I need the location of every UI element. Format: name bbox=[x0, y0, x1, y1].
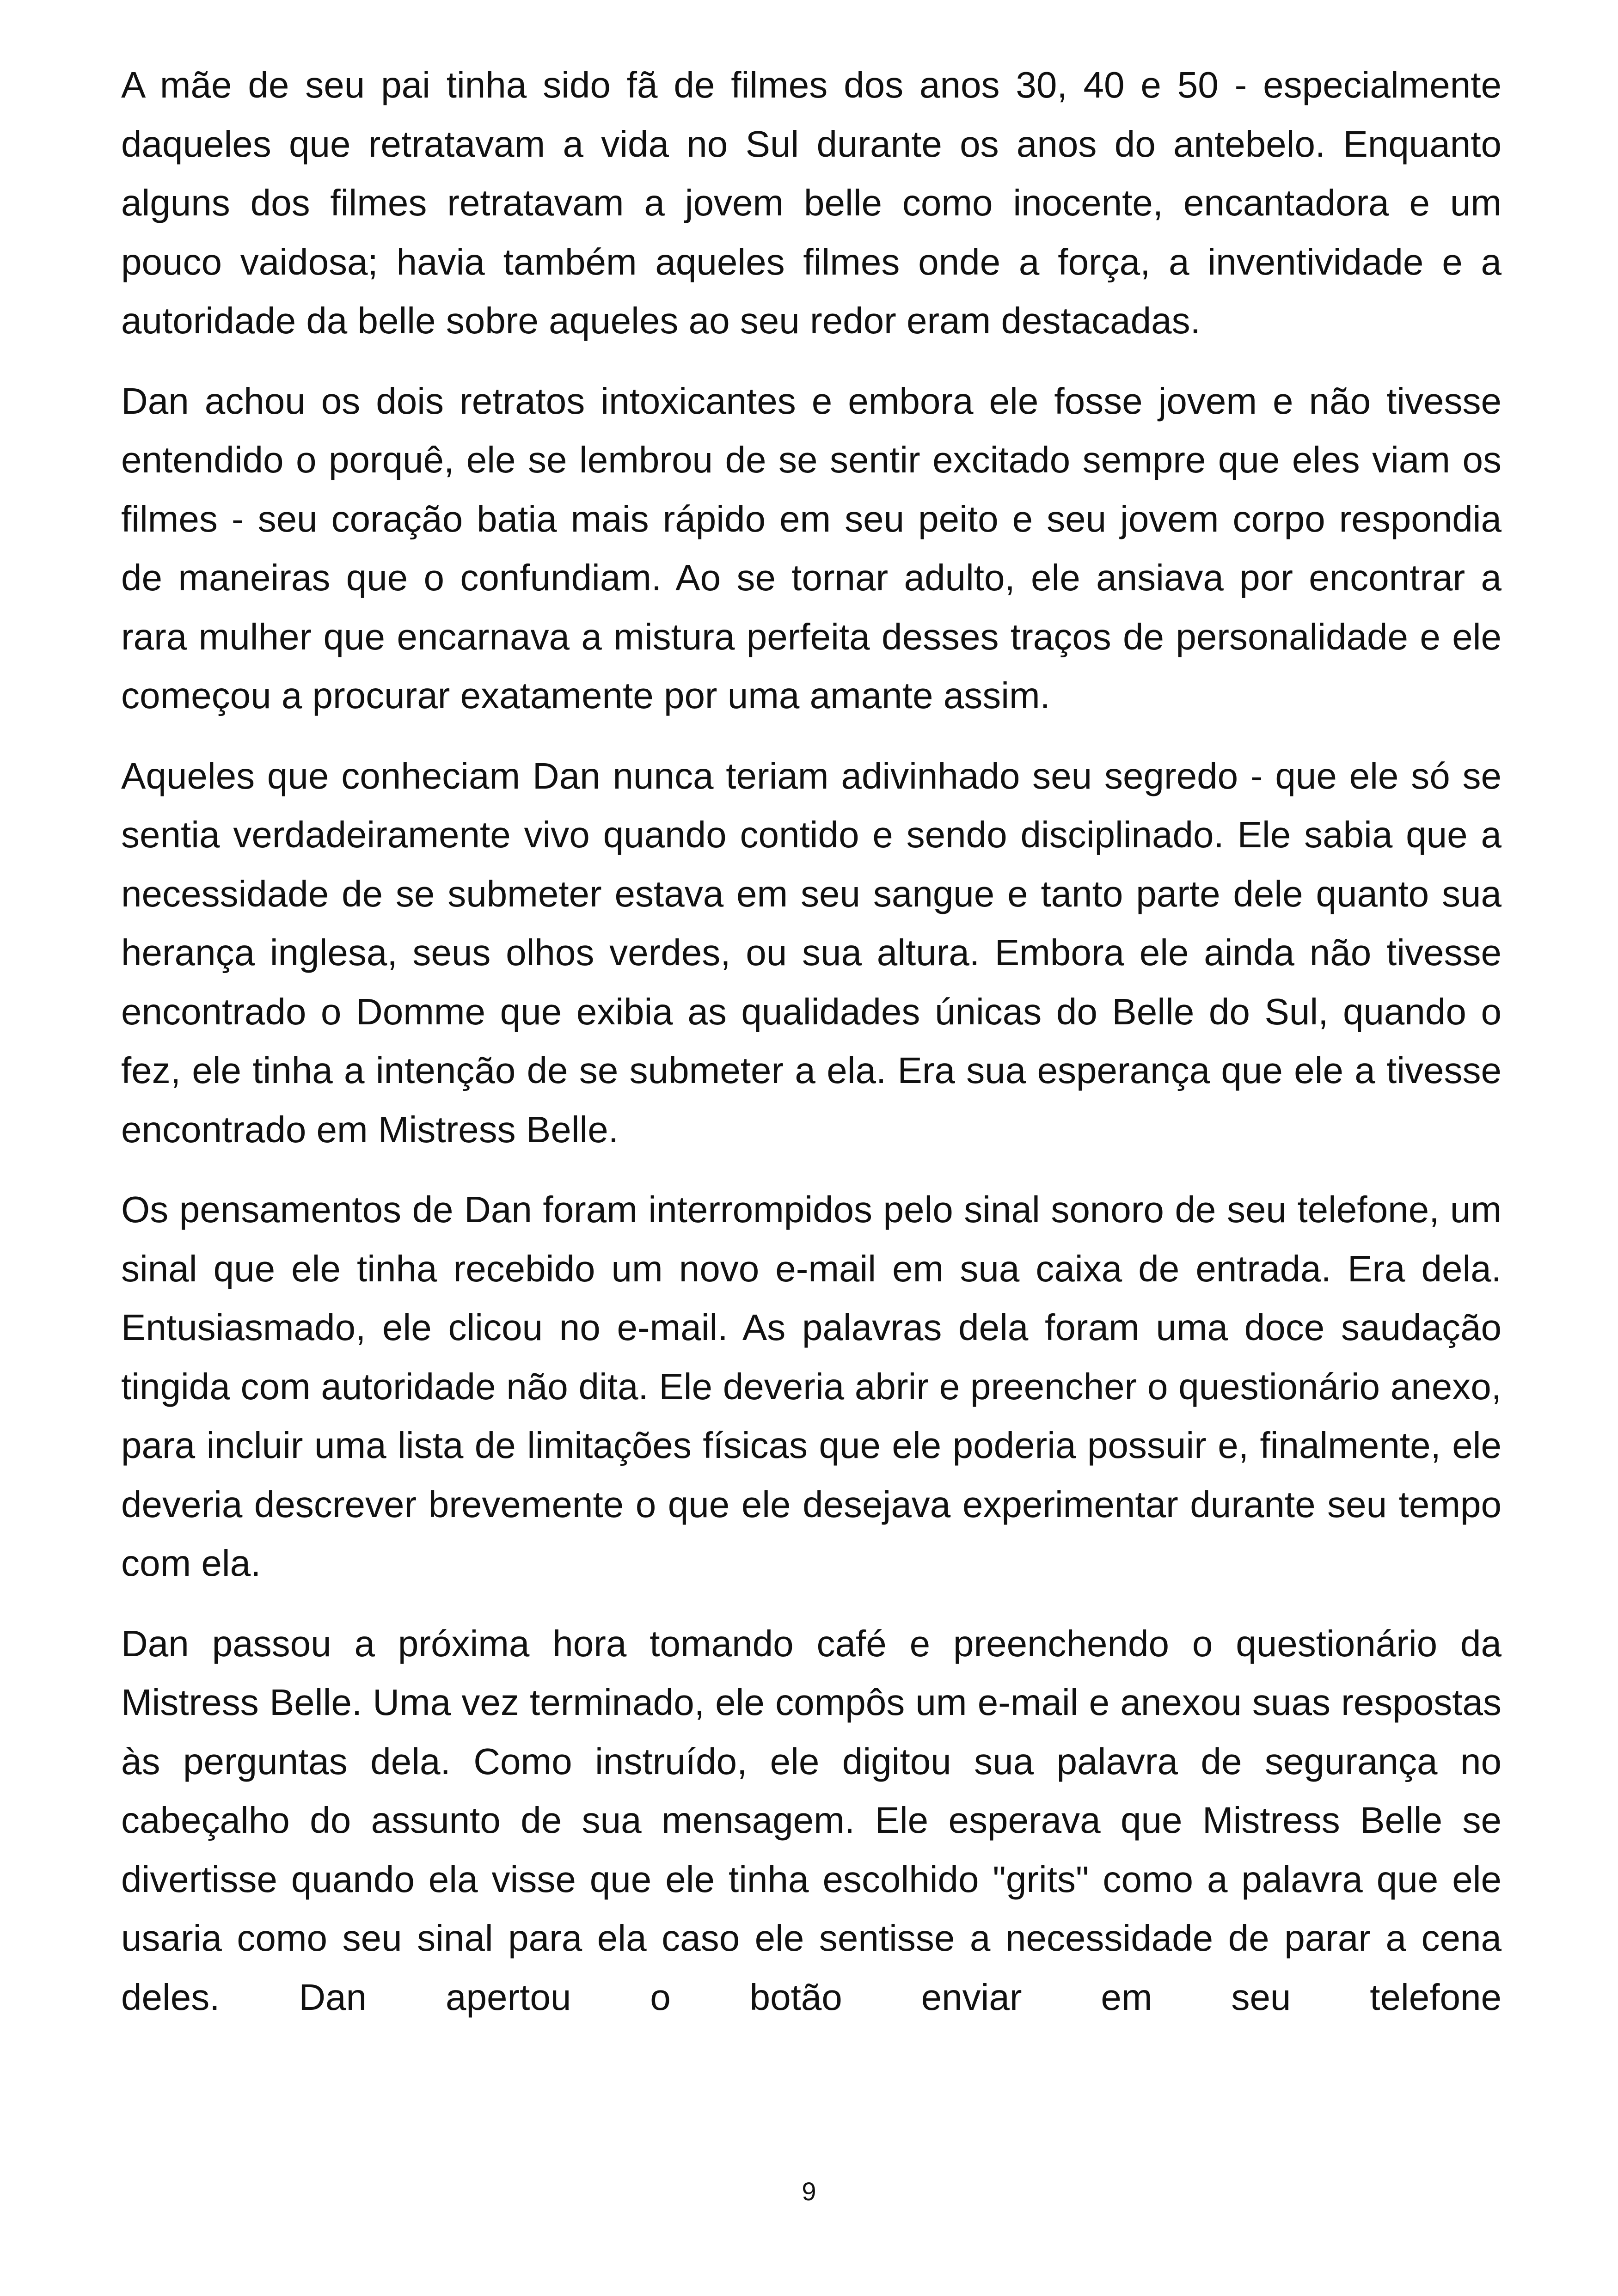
paragraph-2: Dan achou os dois retratos intoxicantes e embora ele fosse jovem e não tivesse entendido o porquê, ele se lembrou de se sentir excitado sempre que eles viam os filmes - seu coração batia mais rápido em seu peito e seu jovem corpo respondia de maneiras que o confundiam. Ao se tornar adulto, ele ansiava por encontrar a rara mulher que encarnava a mistura perfeita desses traços de personalidade e ele começou a procurar exatamente por uma amante assim. bbox=[121, 380, 1502, 716]
document-page bbox=[121, 55, 1502, 2027]
paragraph-4: Os pensamentos de Dan foram interrompidos pelo sinal sonoro de seu telefone, um sinal que ele tinha recebido um novo e-mail em sua caixa de entrada. Era dela. Entusiasmado, ele clicou no e-mail. As palavras dela foram uma doce saudação tingida com autoridade não dita. Ele deveria abrir e preencher o questionário anexo, para incluir uma lista de limitações físicas que ele poderia possuir e, finalmente, ele deveria descrever brevemente o que ele desejava experimentar durante seu tempo com ela. bbox=[121, 1189, 1502, 1584]
paragraph-5: Dan passou a próxima hora tomando café e preenchendo o questionário da Mistress Belle. Uma vez terminado, ele compôs um e-mail e anexou suas respostas às perguntas dela. Como instruído, ele digitou sua palavra de segurança no cabeçalho do assunto de sua mensagem. Ele esperava que Mistress Belle se divertisse quando ela visse que ele tinha escolhido "grits" como a palavra que ele usaria como seu sinal para ela caso ele sentisse a necessidade de parar a cena deles. Dan apertou o botão enviar em seu telefone bbox=[121, 1623, 1502, 2018]
page-number: 9 bbox=[802, 2177, 816, 2206]
paragraph-3: Aqueles que conheciam Dan nunca teriam adivinhado seu segredo - que ele só se sentia verdadeiramente vivo quando contido e sendo disciplinado. Ele sabia que a necessidade de se submeter estava em seu sangue e tanto parte dele quanto sua herança inglesa, seus olhos verdes, ou sua altura. Embora ele ainda não tivesse encontrado o Domme que exibia as qualidades únicas do Belle do Sul, quando o fez, ele tinha a intenção de se submeter a ela. Era sua esperança que ele a tivesse encontrado em Mistress Belle. bbox=[121, 755, 1502, 1150]
paragraph-1: A mãe de seu pai tinha sido fã de filmes dos anos 30, 40 e 50 - especialmente daqueles que retratavam a vida no Sul durante os anos do antebelo. Enquanto alguns dos filmes retratavam a jovem belle como inocente, encantadora e um pouco vaidosa; havia também aqueles filmes onde a força, a inventividade e a autoridade da belle sobre aqueles ao seu redor eram destacadas. bbox=[121, 64, 1502, 341]
